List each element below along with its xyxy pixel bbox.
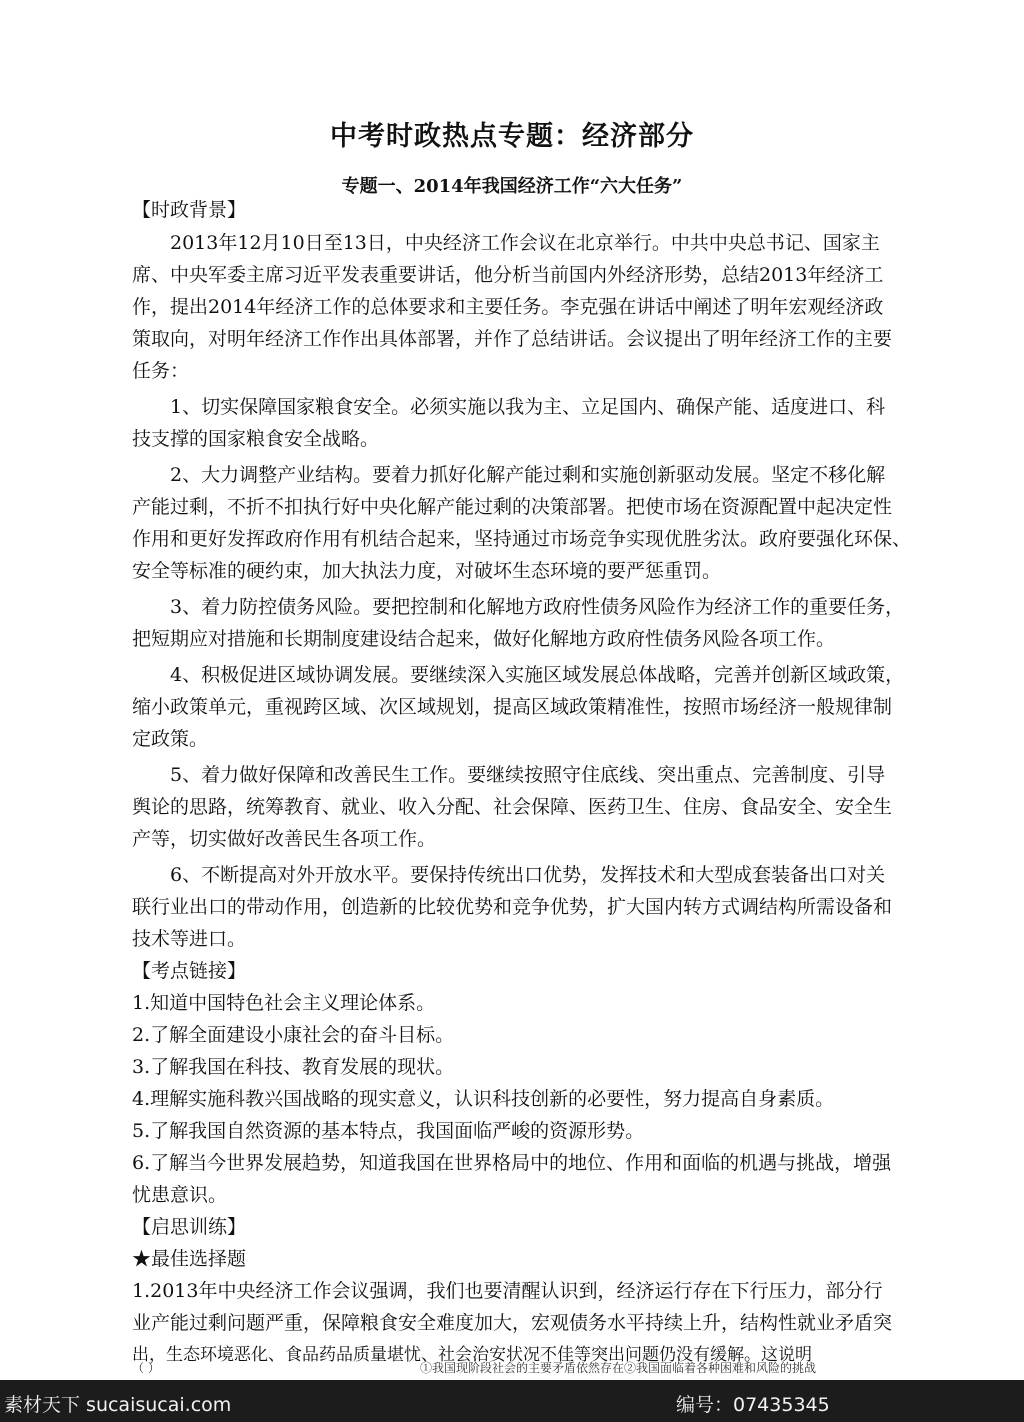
task-line: 6、不断提高对外开放水平。要保持传统出口优势，发挥技术和大型成套装备出口对关 bbox=[170, 864, 886, 886]
task-line: 2、大力调整产业结构。要着力抓好化解产能过剩和实施创新驱动发展。坚定不移化解 bbox=[170, 464, 886, 486]
question-line: 业产能过剩问题严重，保障粮食安全难度加大，宏观债务水平持续上升，结构性就业矛盾突 bbox=[132, 1312, 893, 1334]
link-item: 5.了解我国自然资源的基本特点，我国面临严峻的资源形势。 bbox=[132, 1120, 645, 1142]
task-line: 舆论的思路，统筹教育、就业、收入分配、社会保障、医药卫生、住房、食品安全、安全生 bbox=[132, 796, 893, 818]
paragraph-line: 作，提出2014年经济工作的总体要求和主要任务。李克强在讲话中阐述了明年宏观经济政 bbox=[132, 296, 884, 318]
task-line: 作用和更好发挥政府作用有机结合起来，坚持通过市场竞争实现优胜劣汰。政府要强化环保、 bbox=[132, 528, 912, 550]
link-item: 2.了解全面建设小康社会的奋斗目标。 bbox=[132, 1024, 455, 1046]
task-line: 定政策。 bbox=[132, 728, 209, 750]
document-subtitle: 专题一、2014年我国经济工作“六大任务” bbox=[341, 176, 683, 197]
document-title: 中考时政热点专题：经济部分 bbox=[330, 121, 694, 152]
watermark-bar bbox=[0, 1380, 1024, 1422]
paragraph-line: 2013年12月10日至13日，中央经济工作会议在北京举行。中共中央总书记、国家主 bbox=[170, 232, 880, 254]
link-item: 3.了解我国在科技、教育发展的现状。 bbox=[132, 1056, 455, 1078]
option-line: ①我国现阶段社会的主要矛盾依然存在②我国面临着各种困难和风险的挑战 bbox=[420, 1361, 817, 1375]
question-line: （ ） bbox=[132, 1361, 160, 1375]
link-item: 6.了解当今世界发展趋势，知道我国在世界格局中的地位、作用和面临的机遇与挑战，增强 bbox=[132, 1152, 892, 1174]
task-line: 联行业出口的带动作用，创造新的比较优势和竞争优势，扩大国内转方式调结构所需设备和 bbox=[132, 896, 893, 918]
task-line: 把短期应对措施和长期制度建设结合起来，做好化解地方政府性债务风险各项工作。 bbox=[132, 628, 836, 650]
task-line: 5、着力做好保障和改善民生工作。要继续按照守住底线、突出重点、完善制度、引导 bbox=[170, 764, 886, 786]
task-line: 技术等进口。 bbox=[132, 928, 247, 950]
paragraph-line: 席、中央军委主席习近平发表重要讲话，他分析当前国内外经济形势，总结2013年经济工 bbox=[132, 264, 884, 286]
task-line: 缩小政策单元，重视跨区域、次区域规划，提高区域政策精准性，按照市场经济一般规律制 bbox=[132, 696, 893, 718]
task-line: 技支撑的国家粮食安全战略。 bbox=[132, 428, 380, 450]
link-item: 忧患意识。 bbox=[132, 1184, 228, 1206]
question-line: 1.2013年中央经济工作会议强调，我们也要清醒认识到，经济运行存在下行压力，部分行 bbox=[132, 1280, 883, 1302]
task-line: 产等，切实做好改善民生各项工作。 bbox=[132, 828, 437, 850]
paragraph-line: 策取向，对明年经济工作作出具体部署，并作了总结讲话。会议提出了明年经济工作的主要 bbox=[132, 328, 893, 350]
section-header-training: 【启思训练】 bbox=[132, 1216, 247, 1238]
task-line: 产能过剩，不折不扣执行好中央化解产能过剩的决策部署。把使市场在资源配置中起决定性 bbox=[132, 496, 893, 518]
watermark-id: 编号：07435345 bbox=[676, 1394, 830, 1416]
task-line: 安全等标准的硬约束，加大执法力度，对破坏生态环境的要严惩重罚。 bbox=[132, 560, 722, 582]
watermark-site: 素材天下 sucaisucai.com bbox=[4, 1394, 232, 1416]
question-line: 出，生态环境恶化、食品药品质量堪忧、社会治安状况不佳等突出问题仍没有缓解。这说明 bbox=[132, 1345, 812, 1365]
task-line: 4、积极促进区域协调发展。要继续深入实施区域发展总体战略，完善并创新区域政策， bbox=[170, 664, 905, 686]
link-item: 1.知道中国特色社会主义理论体系。 bbox=[132, 992, 436, 1014]
section-header-background: 【时政背景】 bbox=[132, 199, 247, 221]
choice-header: ★最佳选择题 bbox=[132, 1248, 247, 1270]
section-header-links: 【考点链接】 bbox=[132, 960, 247, 982]
paragraph-line: 任务： bbox=[132, 360, 190, 382]
task-line: 1、切实保障国家粮食安全。必须实施以我为主、立足国内、确保产能、适度进口、科 bbox=[170, 396, 886, 418]
task-line: 3、着力防控债务风险。要把控制和化解地方政府性债务风险作为经济工作的重要任务， bbox=[170, 596, 905, 618]
link-item: 4.理解实施科教兴国战略的现实意义，认识科技创新的必要性，努力提高自身素质。 bbox=[132, 1088, 835, 1110]
